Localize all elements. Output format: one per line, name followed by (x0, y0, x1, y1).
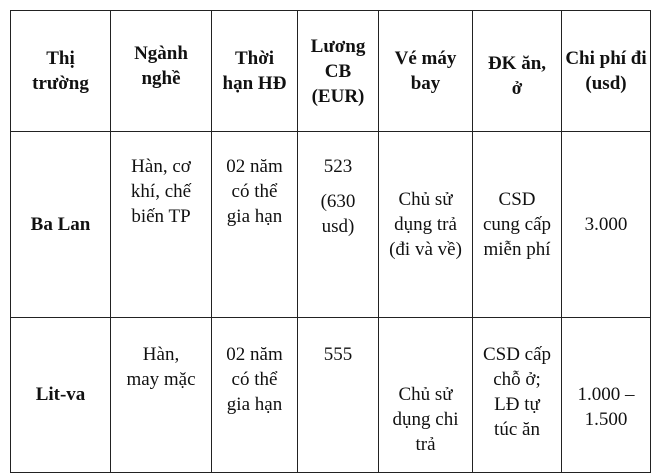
salary-cell: 523 (630 usd) (298, 132, 379, 318)
contract-cell: 02 năm có thể gia hạn (212, 318, 298, 473)
ticket-cell: Chủ sử dụng chi trả (379, 318, 473, 473)
cost-cell: 3.000 (562, 132, 651, 318)
industry-cell: Hàn, may mặc (111, 318, 212, 473)
industry-cell: Hàn, cơ khí, chế biến TP (111, 132, 212, 318)
header-ticket: Vé máy bay (379, 11, 473, 132)
header-market: Thị trường (11, 11, 111, 132)
labor-market-table (10, 10, 651, 473)
header-contract: Thời hạn HĐ (212, 11, 298, 132)
market-cell: Ba Lan (11, 132, 111, 318)
housing-cell: CSD cấp chỗ ở; LĐ tự túc ăn (473, 318, 562, 473)
header-row (11, 11, 651, 132)
cost-cell: 1.000 – 1.500 (562, 318, 651, 473)
market-cell: Lit-va (11, 318, 111, 473)
table-row (11, 132, 651, 318)
header-salary: Lương CB (EUR) (298, 11, 379, 132)
ticket-cell: Chủ sử dụng trả (đi và về) (379, 132, 473, 318)
header-industry: Ngành nghề (111, 11, 212, 132)
contract-cell: 02 năm có thể gia hạn (212, 132, 298, 318)
header-cost: Chi phí đi (usd) (562, 11, 651, 132)
housing-cell: CSD cung cấp miễn phí (473, 132, 562, 318)
salary-cell: 555 (298, 318, 379, 473)
table-row (11, 318, 651, 473)
header-housing: ĐK ăn, ở (473, 11, 562, 132)
